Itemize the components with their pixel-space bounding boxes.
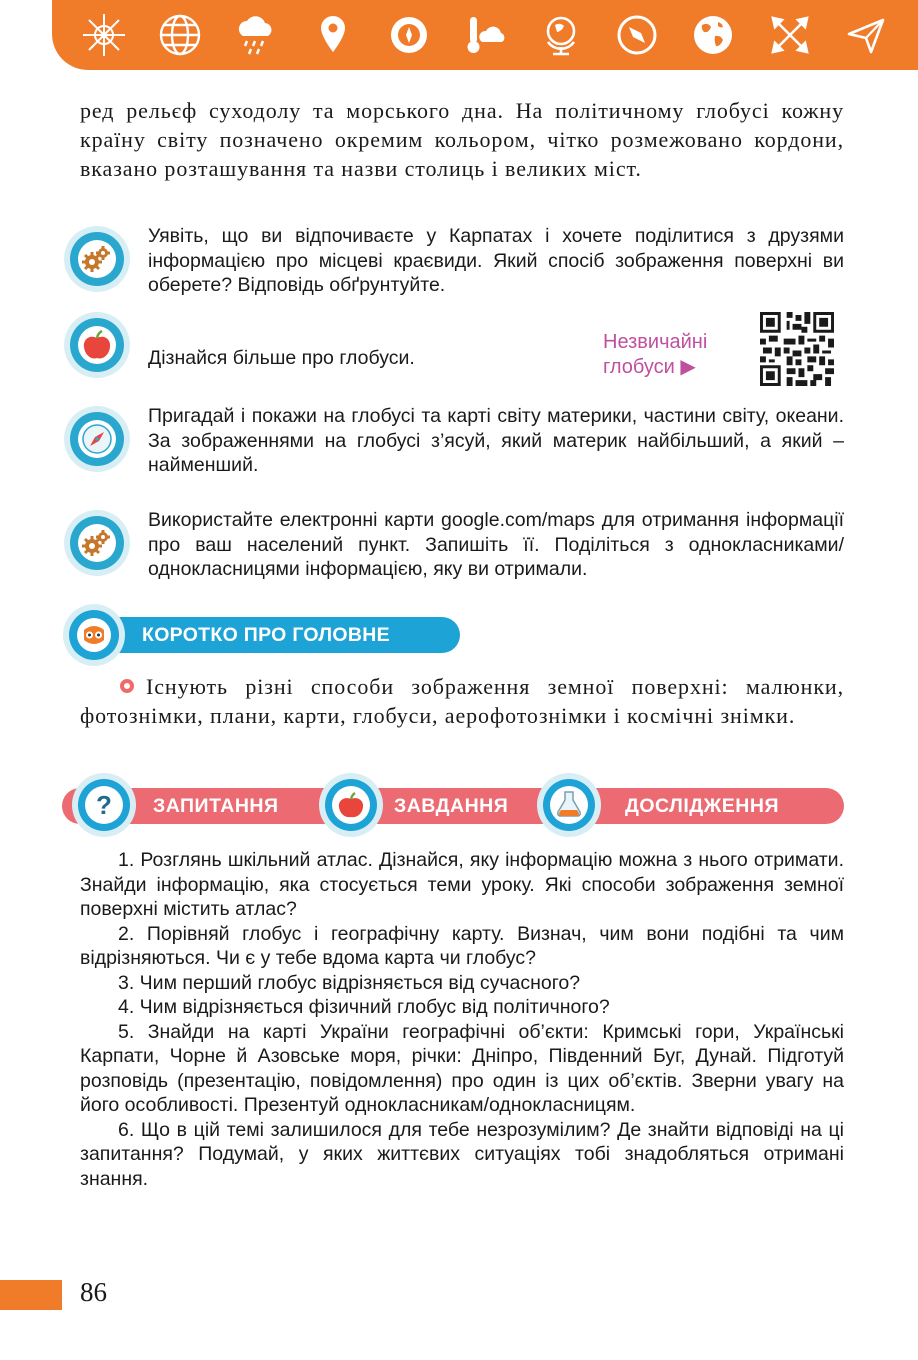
svg-text:?: ? xyxy=(96,790,112,820)
rain-cloud-icon xyxy=(233,12,279,58)
page-number-bar xyxy=(0,1280,62,1310)
task-text: Використайте електронні карти google.com/maps для отримання інформації про ваш населений пункт. Запишіть її. Поділіться з однокласниками/однокласницями інформацією, яку ви отримали. xyxy=(148,509,844,580)
gears-icon xyxy=(62,224,132,294)
summary-text: Існують різні способи зображення земної поверхні: малюнки, фотознімки, плани, карти, глобуси, аерофотознімки і космічні знімки. xyxy=(80,674,844,728)
qr-link-line1: Незвичайні xyxy=(603,331,708,353)
question-item: 1. Розглянь шкільний атлас. Дізнайся, яку інформацію можна з нього отримати. Знайди інформацію, яка стосується теми уроку. Які способи зображення земної поверхні містить атлас? xyxy=(80,849,844,920)
task-text: Дізнайся більше про глобуси. xyxy=(148,347,415,369)
question-item: 4. Чим відрізняється фізичний глобус від політичного? xyxy=(118,996,610,1018)
label-questions: ЗАПИТАННЯ xyxy=(153,795,279,817)
bullet-icon xyxy=(120,679,134,693)
qr-link-text[interactable] xyxy=(603,330,707,380)
flask-icon xyxy=(536,772,602,838)
paper-plane-icon xyxy=(843,12,889,58)
qr-link-line2: глобуси ▶ xyxy=(603,356,696,378)
compass-needle-icon xyxy=(614,12,660,58)
label-tasks: ЗАВДАННЯ xyxy=(394,795,509,817)
arrows-cross-icon xyxy=(767,12,813,58)
location-pin-icon xyxy=(310,12,356,58)
questions-list xyxy=(80,848,844,1191)
globe-grid-icon xyxy=(157,12,203,58)
compass-rose-icon xyxy=(81,12,127,58)
qr-code-icon[interactable] xyxy=(760,312,834,386)
world-globe-icon xyxy=(690,12,736,58)
question-item: 5. Знайди на карті України географічні об’єкти: Кримські гори, Українські Карпати, Чорне й Азовське моря, річки: Дніпро, Південний Буг, Дунай. Підготуй розповідь (презентацію, повідомлення) про один із цих об’єктів. Зверни увагу на його особливості. Презентуй однокласникам/однокласницям. xyxy=(80,1020,844,1116)
thermometer-cloud-icon xyxy=(462,12,508,58)
compass-icon xyxy=(62,404,132,474)
task-text: Пригадай і покажи на глобусі та карті світу материки, частини світу, океани. За зображеннями на глобусі з’ясуй, який материк найбільший, а який – найменший. xyxy=(148,405,844,476)
apple-icon xyxy=(318,772,384,838)
task-text: Уявіть, що ви відпочиваєте у Карпатах і хочете поділитися з друзями інформацією про місцеві краєвиди. Який спосіб зображення поверхні ви оберете? Відповідь обґрунтуйте. xyxy=(148,225,844,296)
intro-paragraph: ред рельєф суходолу та морського дна. На політичному глобусі кожну країну світу позначено окремим кольором, чітко розмежовано кордони, вказано розташування та назви столиць і великих міст. xyxy=(80,98,844,181)
question-mark-icon xyxy=(71,772,137,838)
question-item: 3. Чим перший глобус відрізняється від сучасного? xyxy=(118,971,581,994)
header-bar xyxy=(52,0,918,70)
summary-banner xyxy=(62,612,460,658)
desk-globe-icon xyxy=(538,12,584,58)
summary-paragraph xyxy=(80,672,844,730)
question-item: 2. Порівняй глобус і географічну карту. Визнач, чим вони подібні та чим відрізняються. Чи є у тебе вдома карта чи глобус? xyxy=(80,922,844,969)
summary-banner-bar xyxy=(92,617,460,653)
owl-icon xyxy=(62,603,126,667)
compass-circle-icon xyxy=(386,12,432,58)
page-number: 86 xyxy=(80,1277,107,1307)
question-item: 6. Що в цій темі залишилося для тебе незрозумілим? Де знайти відповіді на ці запитання? Подумай, у яких життєвих ситуаціях тобі знадобляться отримані знання. xyxy=(80,1118,844,1190)
questions-bar xyxy=(62,788,844,824)
apple-icon xyxy=(62,310,132,380)
summary-title: КОРОТКО ПРО ГОЛОВНЕ xyxy=(142,624,390,646)
gears-icon xyxy=(62,508,132,578)
label-research: ДОСЛІДЖЕННЯ xyxy=(625,795,779,817)
